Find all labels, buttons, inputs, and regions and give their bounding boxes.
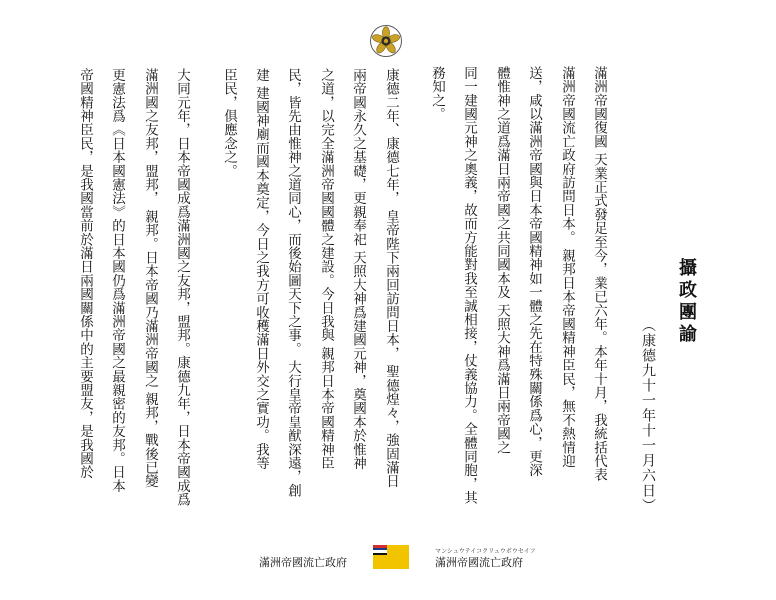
orchid-crest-icon [369,24,403,58]
body-column-9: 之道，以完全滿洲帝國國體之建設。今日我與 親邦日本帝國精神臣 [318,68,334,470]
proclamation-date: （康德九十一年十一月六日） [640,318,656,513]
body-column-10: 民，皆先由惟神之道同心，而後始圖天下之事。 大行皇帝皇猷深遠，創 [285,68,301,498]
body-column-1: 滿洲帝國復國 天業正式發足至今，業已六年。本年十月，我統括代表 [591,66,607,482]
footer-kana-reading: マンシュウテイコクリュウボウセイフ [435,548,536,555]
body-column-2: 滿洲帝國流亡政府訪問日本。 親邦日本帝國精神臣民，無不熱情迎 [559,66,575,468]
footer-government-name-right: 滿洲帝國流亡政府 [435,556,523,569]
body-column-13: 大同元年，日本帝國成爲滿洲國之友邦，盟邦。康德九年，日本帝國成爲 [174,68,190,507]
body-column-3: 送，咸以滿洲帝國與日本帝國精神如一體之先在特殊關係爲心，更深 [526,66,542,477]
body-column-12: 臣民，俱應念之。 [221,68,237,178]
body-column-14: 滿洲國之友邦，盟邦， 親邦。日本帝國乃滿洲帝國之 親邦，戰後已變 [142,68,158,488]
footer-government-name-left: 滿洲帝國流亡政府 [259,556,347,569]
body-column-7: 康德二年、康德七年， 皇帝陛下兩回訪問日本， 聖德煌々，強固滿日 [383,68,399,488]
body-column-4: 體惟神之道爲滿日兩帝國之共同國本及 天照大神爲滿日兩帝國之 [494,66,510,455]
proclamation-title: 攝政團諭 [676,258,697,346]
body-column-6: 務知之。 [429,66,445,121]
body-column-15: 更憲法爲《日本國憲法》的日本國仍爲滿洲帝國之最親密的友邦。日本 [109,68,125,493]
body-column-8: 兩帝國永久之基礎，更親奉祀 天照大神爲建國元神，奠國本於惟神 [350,68,366,470]
manchukuo-flag-icon [373,545,409,569]
body-column-5: 同一建國元神之奧義，故而方能對我至誠相接，仗義協力。全體同胞，其 [461,66,477,505]
body-column-11: 建 建國神廟而國本奠定，今日之我方可收穫滿日外交之實功。我等 [253,68,269,470]
body-column-16: 帝國精神臣民，是我國當前於滿日兩國關係中的主要盟友，是我國於 [77,68,93,479]
